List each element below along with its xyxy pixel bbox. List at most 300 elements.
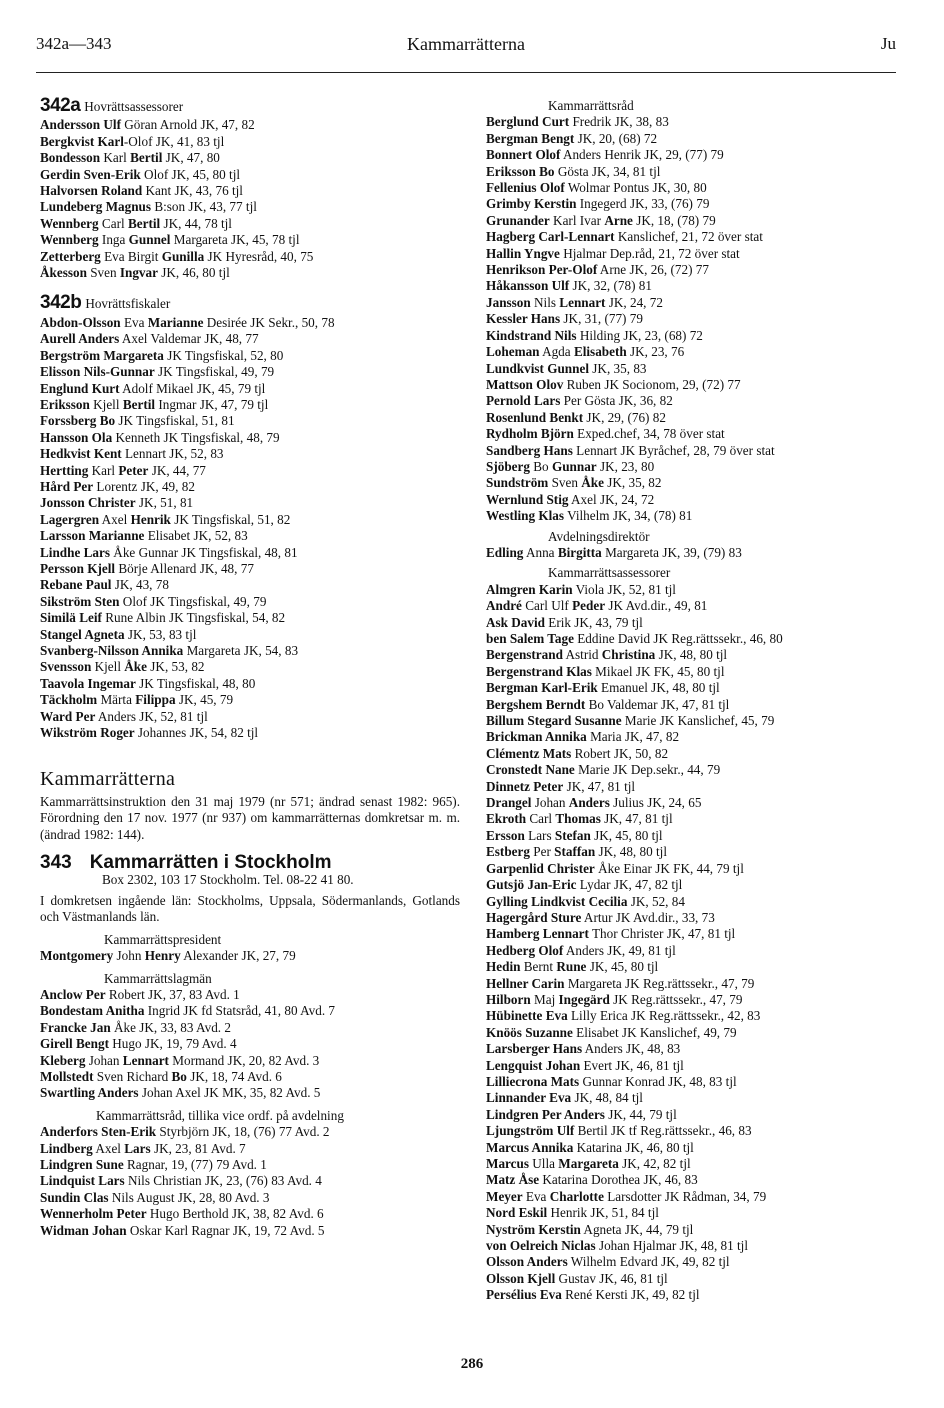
list-item [486,1074,906,1090]
entry-callname: Gunnel [128,232,171,248]
entry-detail: Per Gösta JK, 36, 82 [560,393,673,409]
entry-detail: JK, 53, 83 tjl [124,626,197,642]
entry-detail: JK, 47, 81 tjl [600,811,673,827]
entry-detail: Emanuel JK, 48, 80 tjl [597,680,720,696]
entry-detail: Åke Gunnar JK Tingsfiskal, 48, 81 [110,544,298,560]
entry-detail: Anna [523,544,558,560]
entry-name: Gutsjö Jan-Eric [486,877,577,893]
list-item [40,446,460,462]
entry-detail: Göran Arnold JK, 47, 82 [120,117,255,133]
entry-name: Anclow Per [40,986,106,1002]
entry-detail: Ruben JK Socionom, 29, (72) 77 [563,376,741,392]
list-item [40,1124,460,1140]
list-item [486,1025,906,1041]
list-item [486,196,906,212]
entry-callname: Staffan [554,844,596,860]
entry-detail: JK, 53, 82 [147,659,205,675]
role-heading-rad: Kammarrättsråd [548,98,634,113]
entry-detail: Karl Ivar [549,212,605,228]
list-item [486,1041,906,1057]
entry-detail: JK Tingsfiskal, 48, 80 [135,675,256,691]
entry-detail: Nils August JK, 28, 80 Avd. 3 [108,1189,270,1205]
list-item [486,295,906,311]
regulation-paragraph: Kammarrättsinstruktion den 31 maj 1979 (nr 571; ändrad senast 1982: 965). Förordning den 17 nov. 1977 (nr 937) om kammarrätternas domkretsar m. m. (ändrad 1982: 144). [40,793,460,842]
entry-detail: Lars [524,827,555,843]
list-item [486,1058,906,1074]
entry-name: Henrikson Per-Olof [486,262,598,278]
entry-detail: Axel JK, 24, 72 [568,491,655,507]
entry-name: Lagergren [40,511,100,527]
entry-name: Svensson [40,659,92,675]
list-item [40,1069,460,1085]
list-item [486,361,906,377]
entry-detail: Ingrid JK fd Statsråd, 41, 80 Avd. 7 [144,1003,336,1019]
entry-detail: Henrik JK, 51, 84 tjl [547,1205,659,1221]
entry-name: Hellner Carin [486,975,565,991]
entry-detail: Eva [522,1188,550,1204]
entry-name: Meyer [486,1188,523,1204]
rad-list [486,114,906,524]
entry-name: Hård Per [40,478,94,494]
entry-name: Larsson Marianne [40,528,145,544]
entry-name: Brickman Annika [486,729,587,745]
list-item [486,213,906,229]
list-item [40,315,460,331]
entry-detail: Elisabet JK, 52, 83 [144,528,248,544]
entry-detail: JK Tingsfiskal, 49, 79 [154,364,275,380]
role-heading-president: Kammarrättspresident [104,931,222,947]
list-item [40,610,460,626]
list-item [40,413,460,429]
entry-detail: Styrbjörn JK, 18, (76) 77 Avd. 2 [156,1124,330,1140]
entry-name: Hilborn [486,991,531,1007]
entry-detail: JK Avd.dir., 49, 81 [605,598,708,614]
list-item [486,943,906,959]
list-item [40,479,460,495]
entry-name: Mattson Olov [486,376,564,392]
entry-name: Bergkvist Karl [40,133,124,149]
list-item [486,779,906,795]
entry-detail: Gustav JK, 46, 81 tjl [555,1270,668,1286]
entry-name: Hübinette Eva [486,1008,568,1024]
entry-detail: Gösta JK, 34, 81 tjl [554,163,661,179]
entry-name: Ekroth [486,811,527,827]
entry-name: Rosenlund Benkt [486,409,584,425]
entry-callname: Stefan [554,827,591,843]
entry-detail: JK, 45, 80 tjl [590,827,663,843]
list-item [40,594,460,610]
list-item [40,948,460,964]
entry-callname: Åke [581,475,604,491]
entry-name: Wikström Roger [40,725,135,741]
entry-name: Billum Stegard Susanne [486,713,622,729]
section-342a-heading [40,95,460,116]
list-item [486,1222,906,1238]
entry-name: Almgren Karin [486,581,573,597]
entry-detail: Axel Valdemar JK, 48, 77 [119,331,259,347]
entry-detail: Kjell [89,396,123,412]
court-address: Box 2302, 103 17 Stockholm. Tel. 08-22 41 80. [102,872,354,888]
entry-detail: Karl [100,150,131,166]
entry-callname: Margareta [558,1156,619,1171]
entry-callname: Bertil [127,215,161,231]
list-item [486,1123,906,1139]
entry-callname: Arne [604,212,633,228]
entry-detail: Hilding JK, 23, (68) 72 [576,327,703,343]
list-item [40,1190,460,1206]
list-item [40,331,460,347]
entry-detail: Nils Christian JK, 23, (76) 83 Avd. 4 [124,1173,322,1189]
entry-name: Bonnert Olof [486,147,561,163]
entry-name: André [486,598,522,614]
entry-name: Englund Kurt [40,380,120,396]
entry-detail: JK, 44, 79 tjl [604,1106,677,1122]
list-item [486,582,906,598]
entry-detail: Erik JK, 43, 79 tjl [545,614,643,630]
entry-detail: Märta [97,692,136,708]
list-item [40,183,460,199]
list-item [40,216,460,232]
ass-list [486,582,906,1304]
lagman-list [40,987,460,1102]
entry-name: Ward Per [40,708,96,724]
entry-detail: JK, 24, 72 [605,294,663,310]
entry-detail: Evert JK, 46, 81 tjl [580,1057,684,1073]
list-item [40,430,460,446]
entry-detail: Oskar Karl Ragnar JK, 19, 72 Avd. 5 [126,1222,325,1238]
entry-detail: JK Tingsfiskal, 51, 81 [115,413,235,429]
entry-detail: Axel [92,1140,125,1156]
list-item [486,828,906,844]
entry-detail: JK, 35, 82 [603,475,662,491]
entry-callname: Ingvar [119,265,158,281]
entry-name: Olsson Anders [486,1254,568,1270]
entry-detail: Kjell [91,659,125,675]
list-item [486,861,906,877]
entry-detail: JK, 48, 84 tjl [571,1090,643,1106]
list-item [40,249,460,265]
section-number: 342b [40,292,82,314]
entry-detail: Ulla [528,1156,559,1171]
entry-detail: Anders JK, 52, 81 tjl [95,708,208,724]
section-title: Hovrättsfiskaler [85,296,171,312]
entry-name: Lengquist Johan [486,1057,581,1073]
entry-detail: JK, 47, 81 tjl [563,778,636,794]
entry-detail: JK, 32, (78) 81 [569,278,652,294]
entry-detail: Astrid [562,647,602,663]
list-item [40,1141,460,1157]
entry-name: Similä Leif [40,610,102,626]
entry-name: Hagergård Sture [486,909,582,925]
entry-name: Forssberg Bo [40,413,116,429]
list-item [40,1173,460,1189]
entry-detail: Ingmar JK, 47, 79 tjl [155,396,269,412]
list-item [486,229,906,245]
right-column [486,98,906,1304]
entry-callname: Rune [556,959,587,975]
entry-detail: Carl [98,215,128,231]
entry-name: Sundström [486,475,549,491]
running-header [36,34,896,62]
entry-name: Aurell Anders [40,331,120,347]
entry-name: Wennberg [40,215,99,231]
entry-name: Sjöberg [486,458,530,474]
entry-callname: Gunilla [161,248,205,264]
entry-detail: Johannes JK, 54, 82 tjl [134,725,259,741]
entry-callname: Henry [144,948,181,964]
entry-name: Ljungström Ulf [486,1123,575,1139]
entry-name: Hedin [486,959,521,975]
entry-detail: JK, 47, 80 [162,150,220,166]
entry-name: von Oelreich Niclas [486,1238,596,1254]
entry-name: Matz Åse [486,1172,540,1188]
entry-detail: Margareta JK, 54, 83 [183,643,299,658]
entry-name: Kessler Hans [486,311,561,327]
section-number: 342a [40,95,81,116]
entry-name: Linnander Eva [486,1090,572,1106]
entry-detail: Alexander JK, 27, 79 [180,948,296,964]
list-item [40,1053,460,1069]
list-item [40,117,460,133]
entry-detail: Johan Hjalmar JK, 48, 81 tjl [595,1238,749,1254]
list-item [486,1189,906,1205]
list-item [486,475,906,491]
list-item [486,492,906,508]
list-item [486,615,906,631]
entry-name: Taavola Ingemar [40,675,136,691]
entry-detail: JK, 29, (76) 82 [583,409,666,425]
list-item [40,659,460,675]
entry-name: Widman Johan [40,1222,127,1238]
entry-detail: Anders JK, 49, 81 tjl [563,942,676,958]
entry-callname: Elisabeth [573,344,627,360]
list-item [486,795,906,811]
entry-callname: Ingegärd [558,991,610,1007]
entry-detail: JK, 20, (68) 72 [574,130,658,146]
entry-detail: Åke Einar JK FK, 44, 79 tjl [594,860,744,876]
entry-detail: JK, 18, (78) 79 [632,212,716,228]
entry-name: Lindgren Sune [40,1156,124,1172]
entry-name: Cronstedt Nane [486,762,575,778]
list-item [40,381,460,397]
entry-name: Lindberg [40,1140,93,1156]
entry-detail: Börje Allenard JK, 48, 77 [115,560,254,576]
list-item [40,134,460,150]
list-item [40,167,460,183]
entry-name: Lilliecrona Mats [486,1073,580,1089]
entry-callname: Henrik [130,511,171,527]
entry-name: Bergshem Berndt [486,696,586,712]
list-item [486,647,906,663]
entry-detail: Adolf Mikael JK, 45, 79 tjl [119,380,266,396]
entry-detail: Lennart JK Byråchef, 28, 79 över stat [572,442,775,458]
entry-name: Grimby Kerstin [486,196,577,212]
entry-detail: JK Tingsfiskal, 51, 82 [170,511,291,527]
entry-detail: Johan Axel JK MK, 35, 82 Avd. 5 [138,1085,321,1101]
left-column [40,95,460,1239]
entry-detail: JK, 43, 78 [111,577,169,593]
list-item [40,1085,460,1101]
entry-detail: Julius JK, 24, 65 [609,795,702,811]
list-item [486,811,906,827]
entry-callname: Lennart [559,294,606,310]
list-item [40,199,460,215]
list-item [40,397,460,413]
entry-detail: JK, 45, 80 tjl [586,959,659,975]
list-item [40,1020,460,1036]
list-item [486,311,906,327]
entry-detail: René Kersti JK, 49, 82 tjl [561,1287,700,1303]
list-item [486,1090,906,1106]
list-item [486,377,906,393]
list-item [486,164,906,180]
list-item [486,344,906,360]
entry-name: Nord Eskil [486,1205,548,1221]
section-343-heading [40,852,460,874]
entry-callname: Lars [124,1140,151,1156]
ministry-code: Ju [880,34,896,53]
entry-name: Nyström Kerstin [486,1221,581,1237]
entry-name: Gerdin Sven-Erik [40,166,141,182]
entry-callname: Bertil [122,396,156,412]
list-item [486,713,906,729]
list-item [40,150,460,166]
entry-name: Persson Kjell [40,560,116,576]
entry-name: Mollstedt [40,1068,94,1084]
entry-name: Jonsson Christer [40,495,136,511]
vice-list [40,1124,460,1239]
list-item [486,410,906,426]
entry-detail: Margareta JK, 39, (79) 83 [601,544,742,560]
entry-name: Westling Klas [486,508,565,524]
list-item [486,1254,906,1270]
entry-name: Bondestam Anitha [40,1003,145,1019]
list-item [486,246,906,262]
entry-name: Eriksson Bo [486,163,555,179]
entry-detail: Eva [120,314,148,330]
entry-detail: Mormand JK, 20, 82 Avd. 3 [168,1052,320,1068]
list-item [486,262,906,278]
entry-name: Hansson Ola [40,429,113,445]
entry-name: Wernlund Stig [486,491,569,507]
entry-name: Girell Bengt [40,1036,109,1052]
entry-detail: Kant JK, 43, 76 tjl [142,183,243,199]
entry-detail: JK Hyresråd, 40, 75 [204,248,314,264]
entry-name: Lindhe Lars [40,544,110,560]
entry-callname: Lennart [122,1052,169,1068]
entry-callname: Gunnar [551,458,597,474]
entry-detail: JK, 46, 80 tjl [157,265,230,281]
entry-name: Marcus Annika [486,1139,574,1155]
entry-detail: Elisabet JK Kanslichef, 49, 79 [572,1024,737,1040]
entry-name: Täckholm [40,692,98,708]
list-item [486,1172,906,1188]
entry-detail: JK, 44, 78 tjl [160,215,232,231]
entry-callname: Anders [568,795,610,811]
list-item [486,1205,906,1221]
list-item [40,545,460,561]
entry-detail: JK, 52, 84 [627,893,685,909]
role-heading-ass: Kammarrättsassessorer [548,565,671,581]
entry-detail: Desirée JK Sekr., 50, 78 [203,314,335,330]
entry-name: Berglund Curt [486,114,570,130]
entry-name: Bergman Bengt [486,130,575,146]
entry-detail: Hugo Berthold JK, 38, 82 Avd. 6 [146,1206,324,1222]
entry-detail: Bertil JK tf Reg.rättssekr., 46, 83 [574,1123,752,1139]
list-item [486,426,906,442]
entry-detail: JK, 45, 79 [175,692,234,708]
entry-name: Zetterberg [40,248,101,264]
list-item [486,1271,906,1287]
entry-name: Bergenstrand Klas [486,663,592,679]
entry-detail: Lilly Erica JK Reg.rättssekr., 42, 83 [567,1008,761,1024]
list-item [486,877,906,893]
entry-name: Kindstrand Nils [486,327,577,343]
list-item [486,697,906,713]
entry-detail: Rune Albin JK Tingsfiskal, 54, 82 [101,610,286,626]
list-item [486,992,906,1008]
entry-detail: Sven [86,265,120,281]
entry-name: Edling [486,544,524,560]
list-item [486,664,906,680]
jurisdiction-paragraph: I domkretsen ingående län: Stockholms, Uppsala, Södermanlands, Gotlands och Västmanlands län. [40,892,460,925]
entry-name: Rebane Paul [40,577,112,593]
list-item [486,926,906,942]
running-title: Kammarrätterna [407,34,525,54]
entry-detail: Kanslichef, 21, 72 över stat [614,229,763,245]
entry-detail: JK Reg.rättssekr., 47, 79 [609,991,743,1007]
entry-detail: Robert JK, 37, 83 Avd. 1 [105,986,240,1002]
entry-detail: Carl [526,811,556,827]
list-item [486,147,906,163]
president-entry [40,948,460,964]
list-item [486,1008,906,1024]
entry-detail: Ingegerd JK, 33, (76) 79 [576,196,710,212]
entry-name: Grunander [486,212,550,228]
list-item [486,180,906,196]
entry-name: Halvorsen Roland [40,183,143,199]
entry-name: Bergman Karl-Erik [486,680,598,696]
role-heading-vice: Kammarrättsråd, tillika vice ordf. på avdelning [96,1107,344,1123]
entry-name: Hamberg Lennart [486,926,589,942]
entry-detail: Viola JK, 52, 81 tjl [572,581,676,597]
entry-detail: Marie JK Dep.sekr., 44, 79 [574,762,721,778]
list-item [486,680,906,696]
entry-detail: Hugo JK, 19, 79 Avd. 4 [108,1036,237,1052]
entry-name: Jansson [486,294,531,310]
entry-name: Dinnetz Peter [486,778,564,794]
list-item [486,114,906,130]
list-item [486,1156,906,1172]
entry-detail: Carl Ulf [521,598,573,614]
list-item [486,729,906,745]
entry-detail: Margareta JK Reg.rättssekr., 47, 79 [564,975,755,991]
list-item [486,1287,906,1303]
list-item [40,232,460,248]
entry-detail: JK, 23, 80 [596,458,655,474]
list-item [486,393,906,409]
list-item [40,643,460,659]
entry-detail: Hjalmar Dep.råd, 21, 72 över stat [559,245,740,261]
list-item [40,1206,460,1222]
entry-callname: Peder [572,598,606,614]
entry-name: Hedberg Olof [486,942,564,958]
section-number: 343 [40,852,72,874]
list-item [486,976,906,992]
entry-name: Lindquist Lars [40,1173,125,1189]
entry-detail: Artur JK Avd.dir., 33, 73 [581,909,715,925]
entry-name: Lundkvist Gunnel [486,360,589,376]
